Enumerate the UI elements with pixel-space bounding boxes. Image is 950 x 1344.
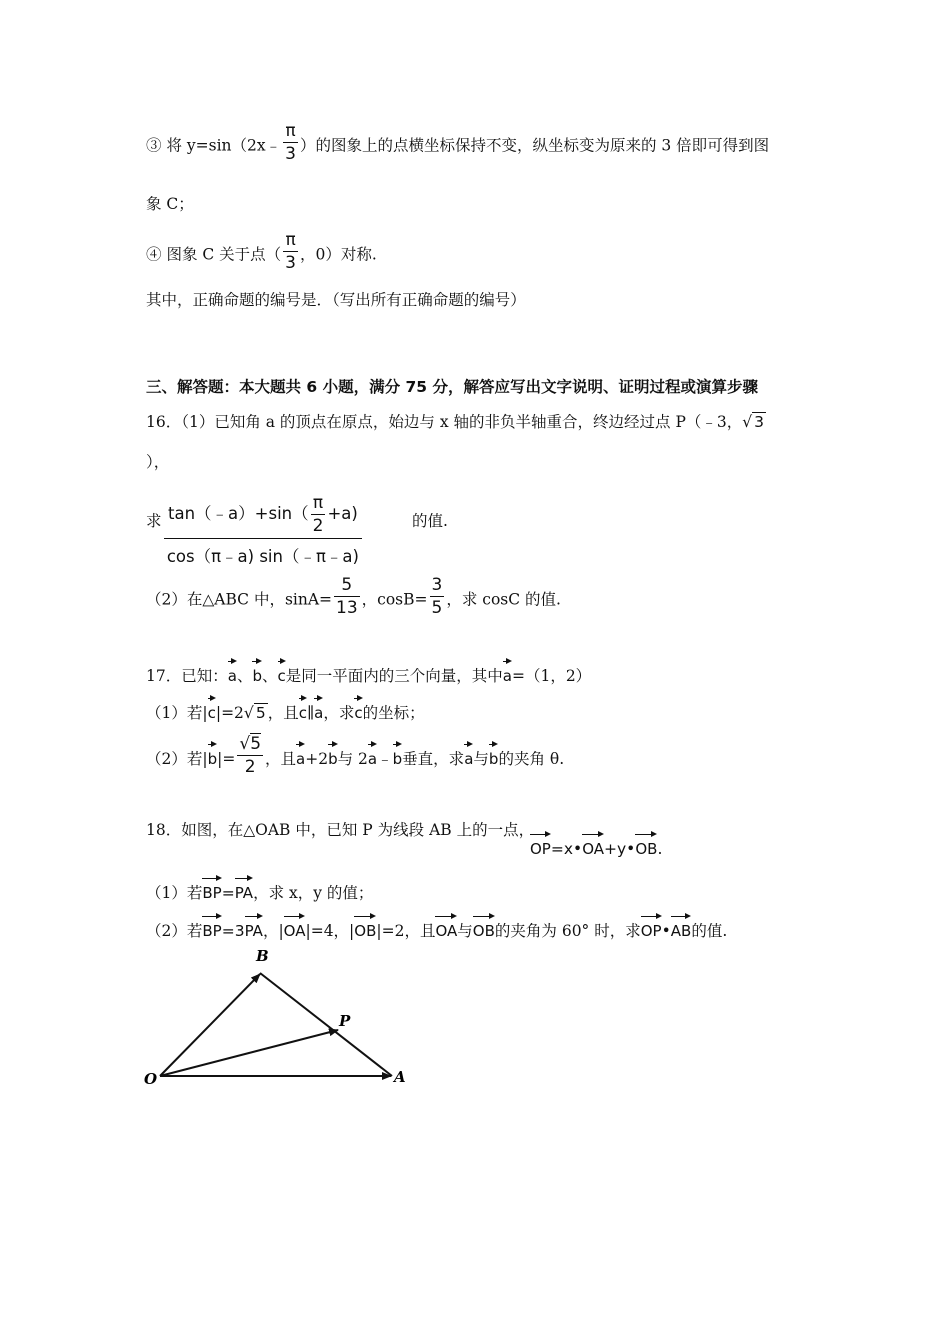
q17-part2-text-b: |=	[217, 750, 236, 768]
item-4-text-a: 图象 C 关于点（	[166, 245, 282, 264]
segment-ba	[260, 973, 392, 1076]
q18-part2-text-f: 的夹角为 60° 时，求	[494, 922, 641, 940]
vector-pa: PA	[235, 876, 253, 903]
item-3-text-c: 象 C；	[146, 195, 194, 213]
frac-denominator: 3	[285, 253, 296, 273]
frac-numerator: √5	[239, 733, 262, 754]
q17-part2	[146, 733, 565, 778]
three-fifths	[430, 574, 445, 619]
sqrt-5: √ 5	[243, 704, 266, 722]
vector-ob-arrow	[160, 974, 260, 1076]
vector-oa: OA	[284, 914, 306, 941]
label-a: A	[394, 1068, 406, 1086]
vector-a: a	[464, 742, 473, 769]
conclusion-line: 其中，正确命题的编号是．（写出所有正确命题的编号）	[146, 291, 526, 309]
section-heading: 三、解答题：本大题共 6 小题，满分 75 分，解答应写出文字说明、证明过程或演算步骤	[146, 378, 758, 396]
vector-c: c	[278, 659, 286, 686]
item-3-text-b: ）的图象上的点横坐标保持不变，纵坐标变为原来的 3 倍即可得到图	[299, 136, 770, 155]
q18-intro	[146, 820, 534, 840]
q17-part1-text-d: ，求	[323, 704, 355, 722]
item-4-marker: ④	[146, 245, 162, 264]
q17-part2-text-i: 的夹角 θ.	[498, 750, 565, 768]
label-o: O	[144, 1070, 158, 1088]
item-4-line	[146, 230, 377, 274]
item-3-text-a: 将 y=sin（2x﹣	[166, 136, 282, 155]
sqrt-3: √ 3	[742, 413, 765, 431]
pi-over-3-fraction	[283, 120, 298, 165]
q18-part2-text-b: ，|	[262, 922, 284, 940]
expression-denominator: cos（π﹣a) sin（﹣π﹣a)	[166, 547, 359, 566]
q17-intro-text-b: 是同一平面内的三个向量，其中	[285, 667, 503, 685]
frac-denominator: 2	[312, 516, 324, 536]
frac-numerator: 5	[334, 574, 360, 597]
vector-a: a	[314, 696, 323, 723]
q16-part2	[146, 575, 561, 619]
q17-intro-text-a: 17．已知：	[146, 667, 228, 685]
q17-part1-text-e: 的坐标；	[362, 704, 425, 722]
equals-sign: =	[221, 884, 235, 902]
q16-part1-text: 16．（1）已知角 a 的顶点在原点，始边与 x 轴的非负半轴重合，终边经过点 P（﹣3，	[146, 413, 743, 431]
q17-part2-text-h: 与	[473, 750, 489, 768]
vector-ab: AB	[671, 914, 692, 941]
frac-denominator: 5	[431, 598, 443, 618]
item-4-text-b: ，0）对称.	[300, 245, 377, 264]
dot-operator: •	[626, 840, 636, 858]
q16-qiu: 求	[146, 512, 162, 530]
numerator-part-a: tan（﹣a）+sin（	[168, 504, 309, 523]
item-3-line1	[146, 121, 770, 165]
q16-value-suffix: 的值.	[412, 512, 448, 530]
frac-numerator: π	[283, 229, 298, 252]
q18-part2-text-c: |=4，|	[305, 922, 355, 940]
separator: 、	[236, 667, 253, 685]
five-thirteenths	[334, 574, 360, 619]
vector-b: b	[252, 659, 262, 686]
item-3-line2	[146, 194, 194, 214]
vector-op: OP	[641, 914, 662, 941]
vector-b: b	[208, 742, 218, 769]
radicand: 5	[250, 733, 262, 754]
equals-x: =x	[550, 840, 574, 858]
frac-numerator: π	[283, 120, 298, 143]
sqrt5-over-2-fraction	[237, 733, 263, 778]
vector-oa: OA	[582, 832, 604, 859]
vector-c: c	[299, 696, 307, 723]
period: .	[657, 840, 663, 858]
frac-denominator: 3	[285, 144, 296, 164]
q18-part2-text-a: （2）若	[146, 922, 203, 940]
q18-part2-text-g: 的值.	[691, 922, 728, 940]
frac-numerator: 3	[431, 575, 443, 595]
q17-part2-text-a: （2）若|	[146, 750, 208, 768]
q17-part2-text-d: +2	[305, 750, 329, 768]
label-b: B	[256, 947, 269, 965]
vector-bp: BP	[202, 876, 221, 903]
vector-a: a	[503, 659, 512, 686]
vector-oa: OA	[435, 914, 457, 941]
pi-over-3-fraction	[283, 229, 298, 274]
vector-b: b	[489, 742, 499, 769]
q17-intro-text-c: =（1，2）	[511, 667, 592, 685]
item-3-marker: ③	[146, 136, 162, 155]
q17-part2-text-f: ﹣	[377, 750, 393, 768]
frac-denominator: 2	[244, 756, 256, 777]
q16-part1-close: ），	[146, 453, 170, 471]
q17-part1	[146, 696, 425, 723]
frac-denominator: 13	[336, 598, 358, 618]
vector-c: c	[354, 696, 362, 723]
q16-part2-text-c: ，求 cosC 的值.	[446, 590, 561, 609]
vector-a: a	[296, 742, 305, 769]
q16-expression-fraction	[164, 492, 362, 567]
vector-op: OP	[530, 832, 551, 859]
vector-b: b	[393, 742, 403, 769]
vector-bp: BP	[202, 914, 221, 941]
parallel-symbol: ∥	[306, 704, 315, 722]
label-p: P	[339, 1012, 351, 1030]
q17-part2-text-e: 与 2	[337, 750, 368, 768]
q17-part1-text-a: （1）若|	[146, 704, 208, 722]
vector-c: c	[208, 696, 216, 723]
vector-a: a	[228, 659, 237, 686]
dot-operator: •	[573, 840, 583, 858]
pi-over-2-fraction	[311, 492, 326, 537]
q18-part2-text-e: 与	[457, 922, 473, 940]
triangle-oab-figure	[140, 944, 440, 1094]
q16-part1	[146, 412, 766, 432]
q17-part2-text-g: 垂直，求	[402, 750, 465, 768]
q16-part2-text-a: （2）在△ABC 中，sinA=	[146, 590, 333, 609]
vector-ob: OB	[635, 832, 657, 859]
vector-pa: PA	[245, 914, 263, 941]
q17-intro	[146, 659, 591, 686]
q18-part2-text-d: |=2，且	[376, 922, 436, 940]
frac-numerator: π	[311, 492, 326, 515]
q16-part2-text-b: ，cosB=	[361, 590, 428, 609]
q18-intro-text: 18．如图，在△OAB 中，已知 P 为线段 AB 上的一点，	[146, 821, 535, 839]
q17-part2-text-c: ，且	[265, 750, 297, 768]
vector-a: a	[368, 742, 377, 769]
expression-numerator	[164, 492, 362, 539]
plus-y: +y	[604, 840, 627, 858]
radicand: 5	[255, 704, 266, 722]
q18-part1	[146, 876, 373, 903]
separator: 、	[261, 667, 278, 685]
vector-ob: OB	[354, 914, 376, 941]
vector-op-arrow	[160, 1030, 338, 1076]
vector-b: b	[328, 742, 338, 769]
dot-operator: •	[661, 922, 671, 940]
q17-part1-text-c: ，且	[267, 704, 299, 722]
q18-part1-text-a: （1）若	[146, 884, 203, 902]
radicand: 3	[754, 413, 765, 431]
q18-part2	[146, 914, 727, 941]
equals-3: =3	[221, 922, 245, 940]
q18-vector-equation	[530, 832, 662, 859]
numerator-part-b: +a)	[327, 504, 358, 523]
q17-part1-text-b: |=2	[215, 704, 244, 722]
vector-ob: OB	[473, 914, 495, 941]
q18-part1-text-b: ，求 x，y 的值；	[253, 884, 374, 902]
